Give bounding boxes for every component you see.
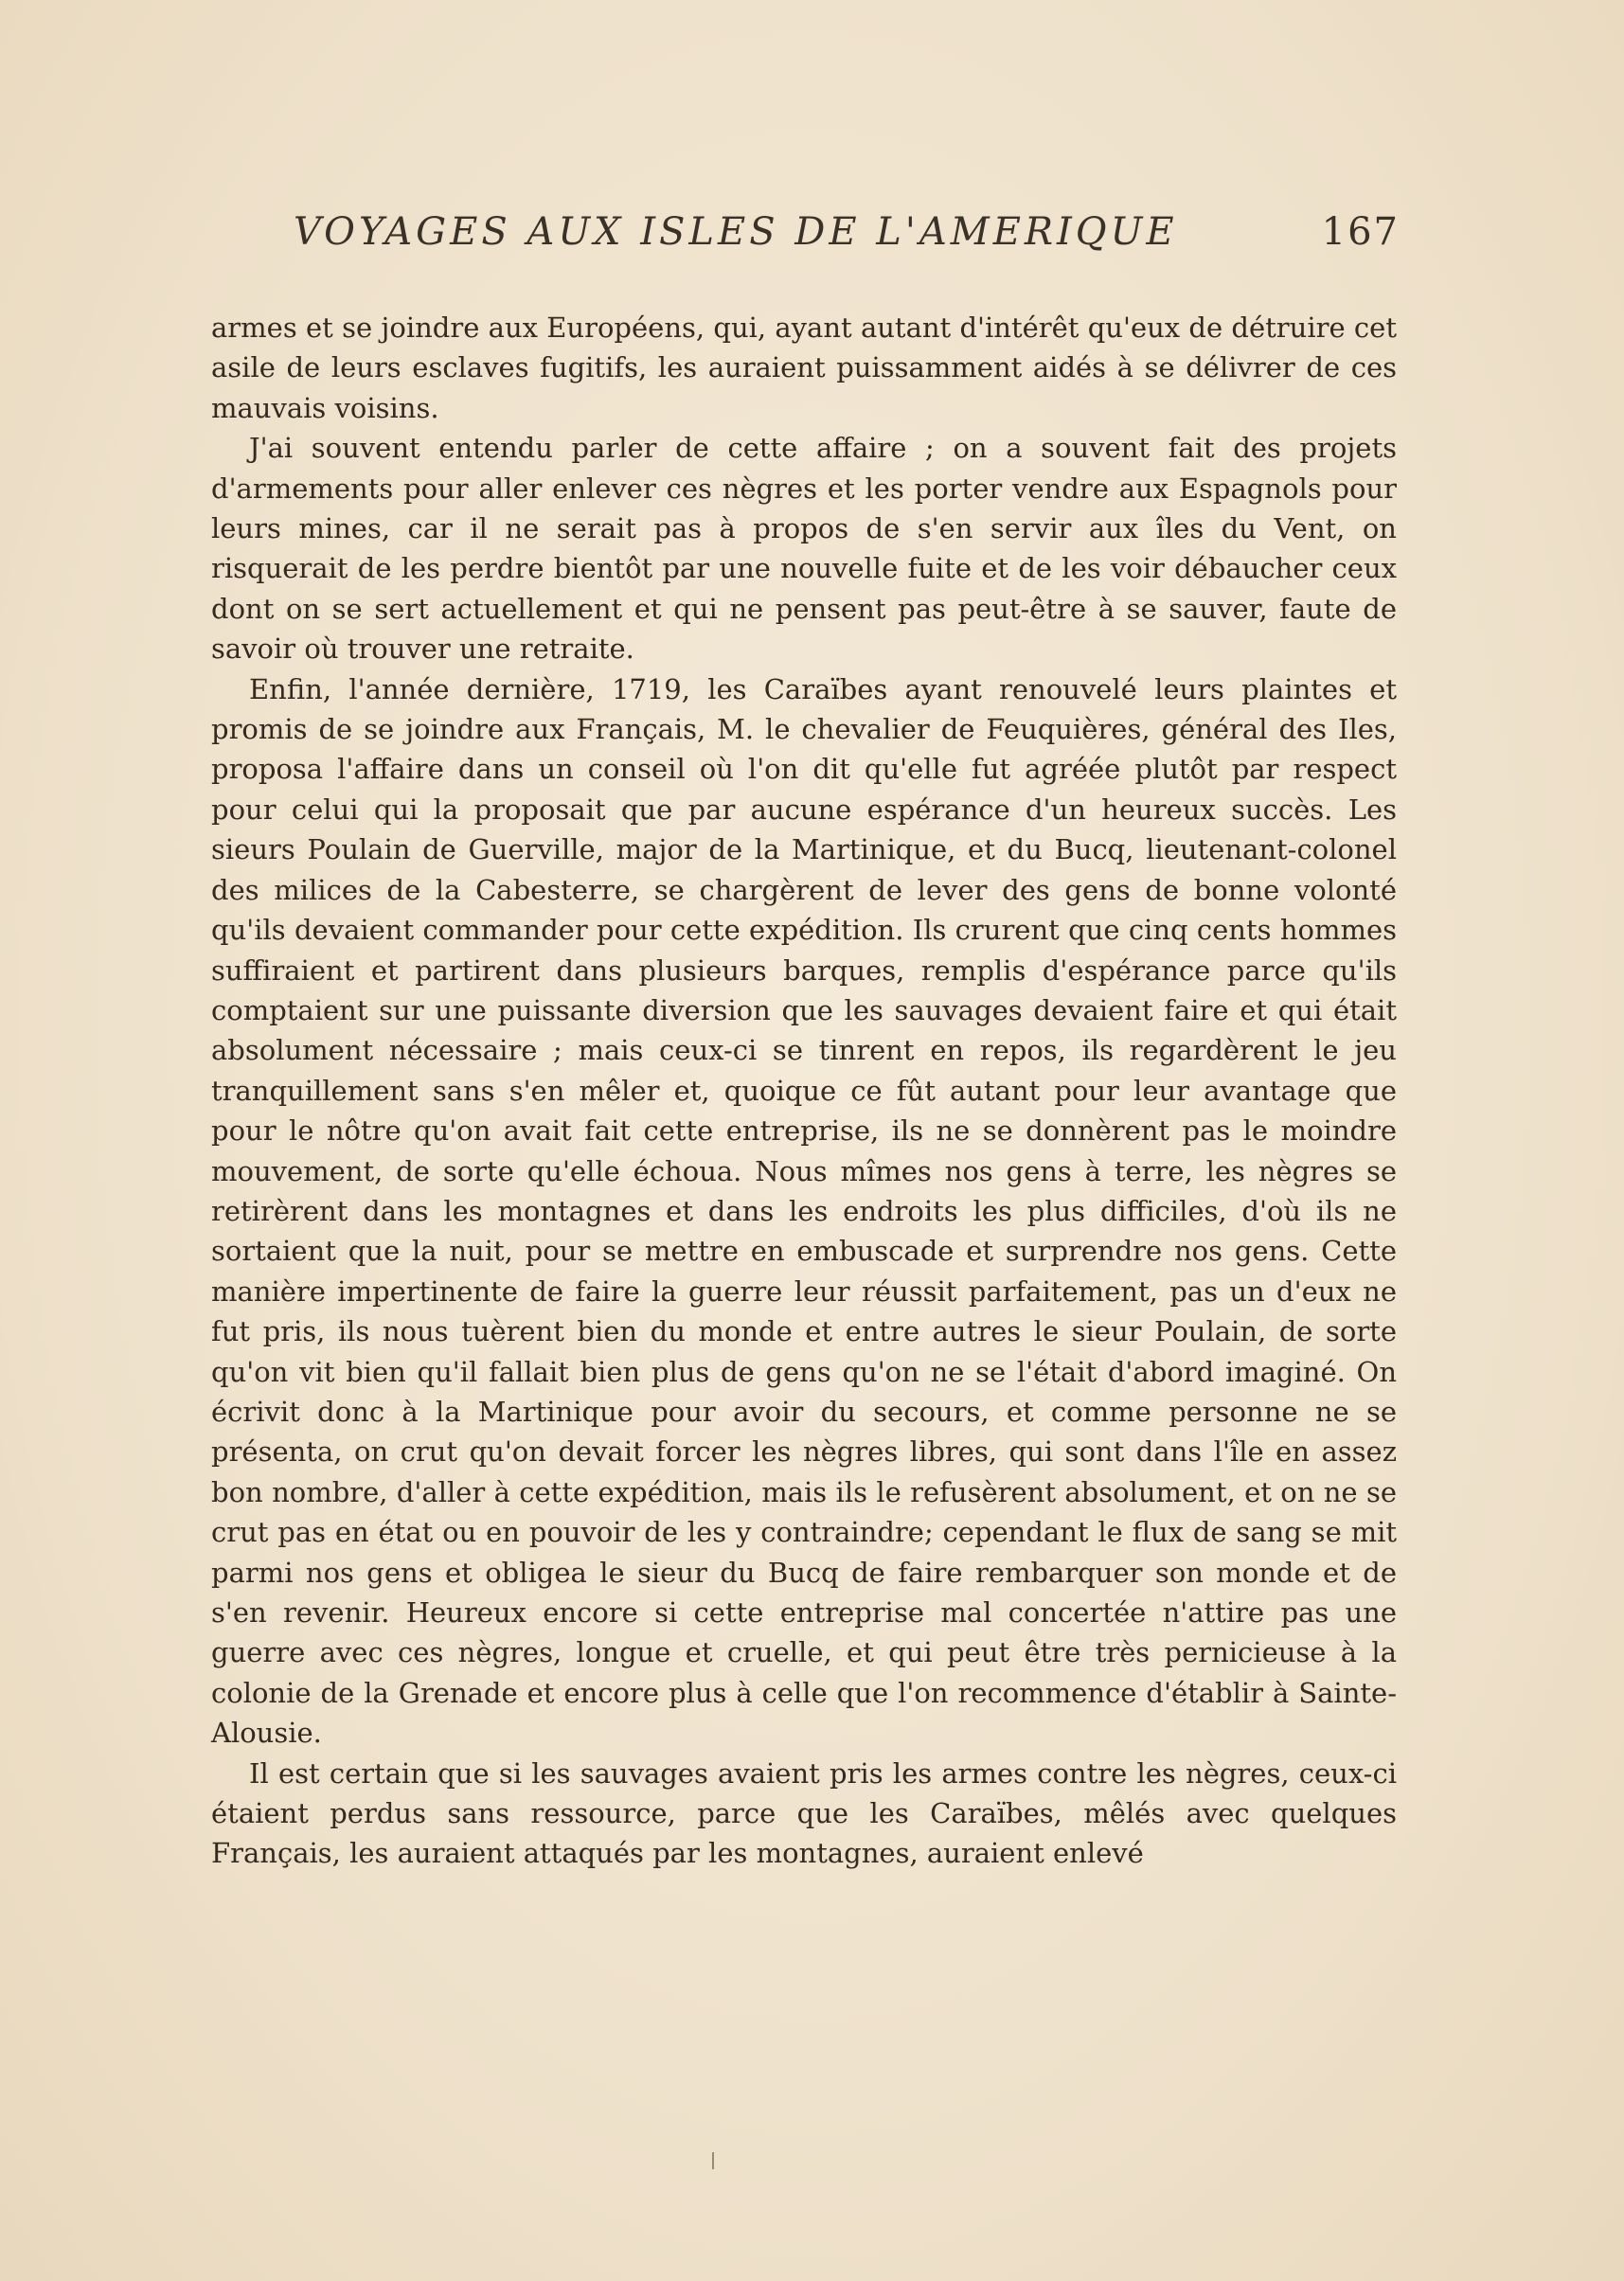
page-header bbox=[294, 210, 1400, 267]
paragraph-continued: armes et se joindre aux Européens, qui, ayant autant d'intérêt qu'eux de détruire cet asile de leurs esclaves fugitifs, les auraient puissamment aidés à se délivrer de ces mauvais voisins. bbox=[211, 312, 1397, 424]
printer-mark bbox=[712, 2152, 714, 2169]
running-title: VOYAGES AUX ISLES DE L'AMERIQUE bbox=[294, 210, 1178, 254]
body-text bbox=[211, 308, 1397, 1874]
paragraph: J'ai souvent entendu parler de cette affaire ; on a souvent fait des projets d'armements pour aller enlever ces nègres et les porter vendre aux Espagnols pour leurs mines, car il ne serait pas à propos de s'en servir aux îles du Vent, on risquerait de les perdre bientôt par une nouvelle fuite et de les voir débaucher ceux dont on se sert actuellement et qui ne pensent pas peut-être à se sauver, faute de savoir où trouver une retraite. bbox=[211, 432, 1397, 666]
paragraph: Enfin, l'année dernière, 1719, les Caraïbes ayant renouvelé leurs plaintes et promis de se joindre aux Français, M. le chevalier de Feuquières, général des Iles, proposa l'affaire dans un conseil où l'on dit qu'elle fut agréée plutôt par respect pour celui qui la proposait que par aucune espérance d'un heureux succès. Les sieurs Poulain de Guerville, major de la Martinique, et du Bucq, lieutenant-colonel des milices de la Cabesterre, se chargèrent de lever des gens de bonne volonté qu'ils devaient commander pour cette expédition. Ils crurent que cinq cents hommes suffiraient et partirent dans plusieurs barques, remplis d'espérance parce qu'ils comptaient sur une puissante diversion que les sauvages devaient faire et qui était absolument nécessaire ; mais ceux-ci se tinrent en repos, ils regardèrent le jeu tranquillement sans s'en mêler et, quoique ce fût autant pour leur avantage que pour le nôtre qu'on avait fait cette entreprise, ils ne se donnèrent pas le moindre mouvement, de sorte qu'elle échoua. Nous mîmes nos gens à terre, les nègres se retirèrent dans les montagnes et dans les endroits les plus difficiles, d'où ils ne sortaient que la nuit, pour se mettre en embuscade et surprendre nos gens. Cette manière impertinente de faire la guerre leur réussit parfaitement, pas un d'eux ne fut pris, ils nous tuèrent bien du monde et entre autres le sieur Poulain, de sorte qu'on vit bien qu'il fallait bien plus de gens qu'on ne se l'était d'abord imaginé. On écrivit donc à la Martinique pour avoir du secours, et comme personne ne se présenta, on crut qu'on devait forcer les nègres libres, qui sont dans l'île en assez bon nombre, d'aller à cette expédition, mais ils le refusèrent absolument, et on ne se crut pas en état ou en pouvoir de les y contraindre; cependant le flux de sang se mit parmi nos gens et obligea le sieur du Bucq de faire rembarquer son monde et de s'en revenir. Heureux encore si cette entreprise mal concertée n'attire pas une guerre avec ces nègres, longue et cruelle, et qui peut être très pernicieuse à la colonie de la Grenade et encore plus à celle que l'on recommence d'établir à Sainte-Alousie. bbox=[211, 672, 1397, 1750]
page-number: 167 bbox=[1321, 210, 1400, 254]
paragraph: Il est certain que si les sauvages avaient pris les armes contre les nègres, ceux-ci étaient perdus sans ressource, parce que les Caraïbes, mêlés avec quelques Français, les auraient attaqués par les montagnes, auraient enlevé bbox=[211, 1756, 1397, 1870]
